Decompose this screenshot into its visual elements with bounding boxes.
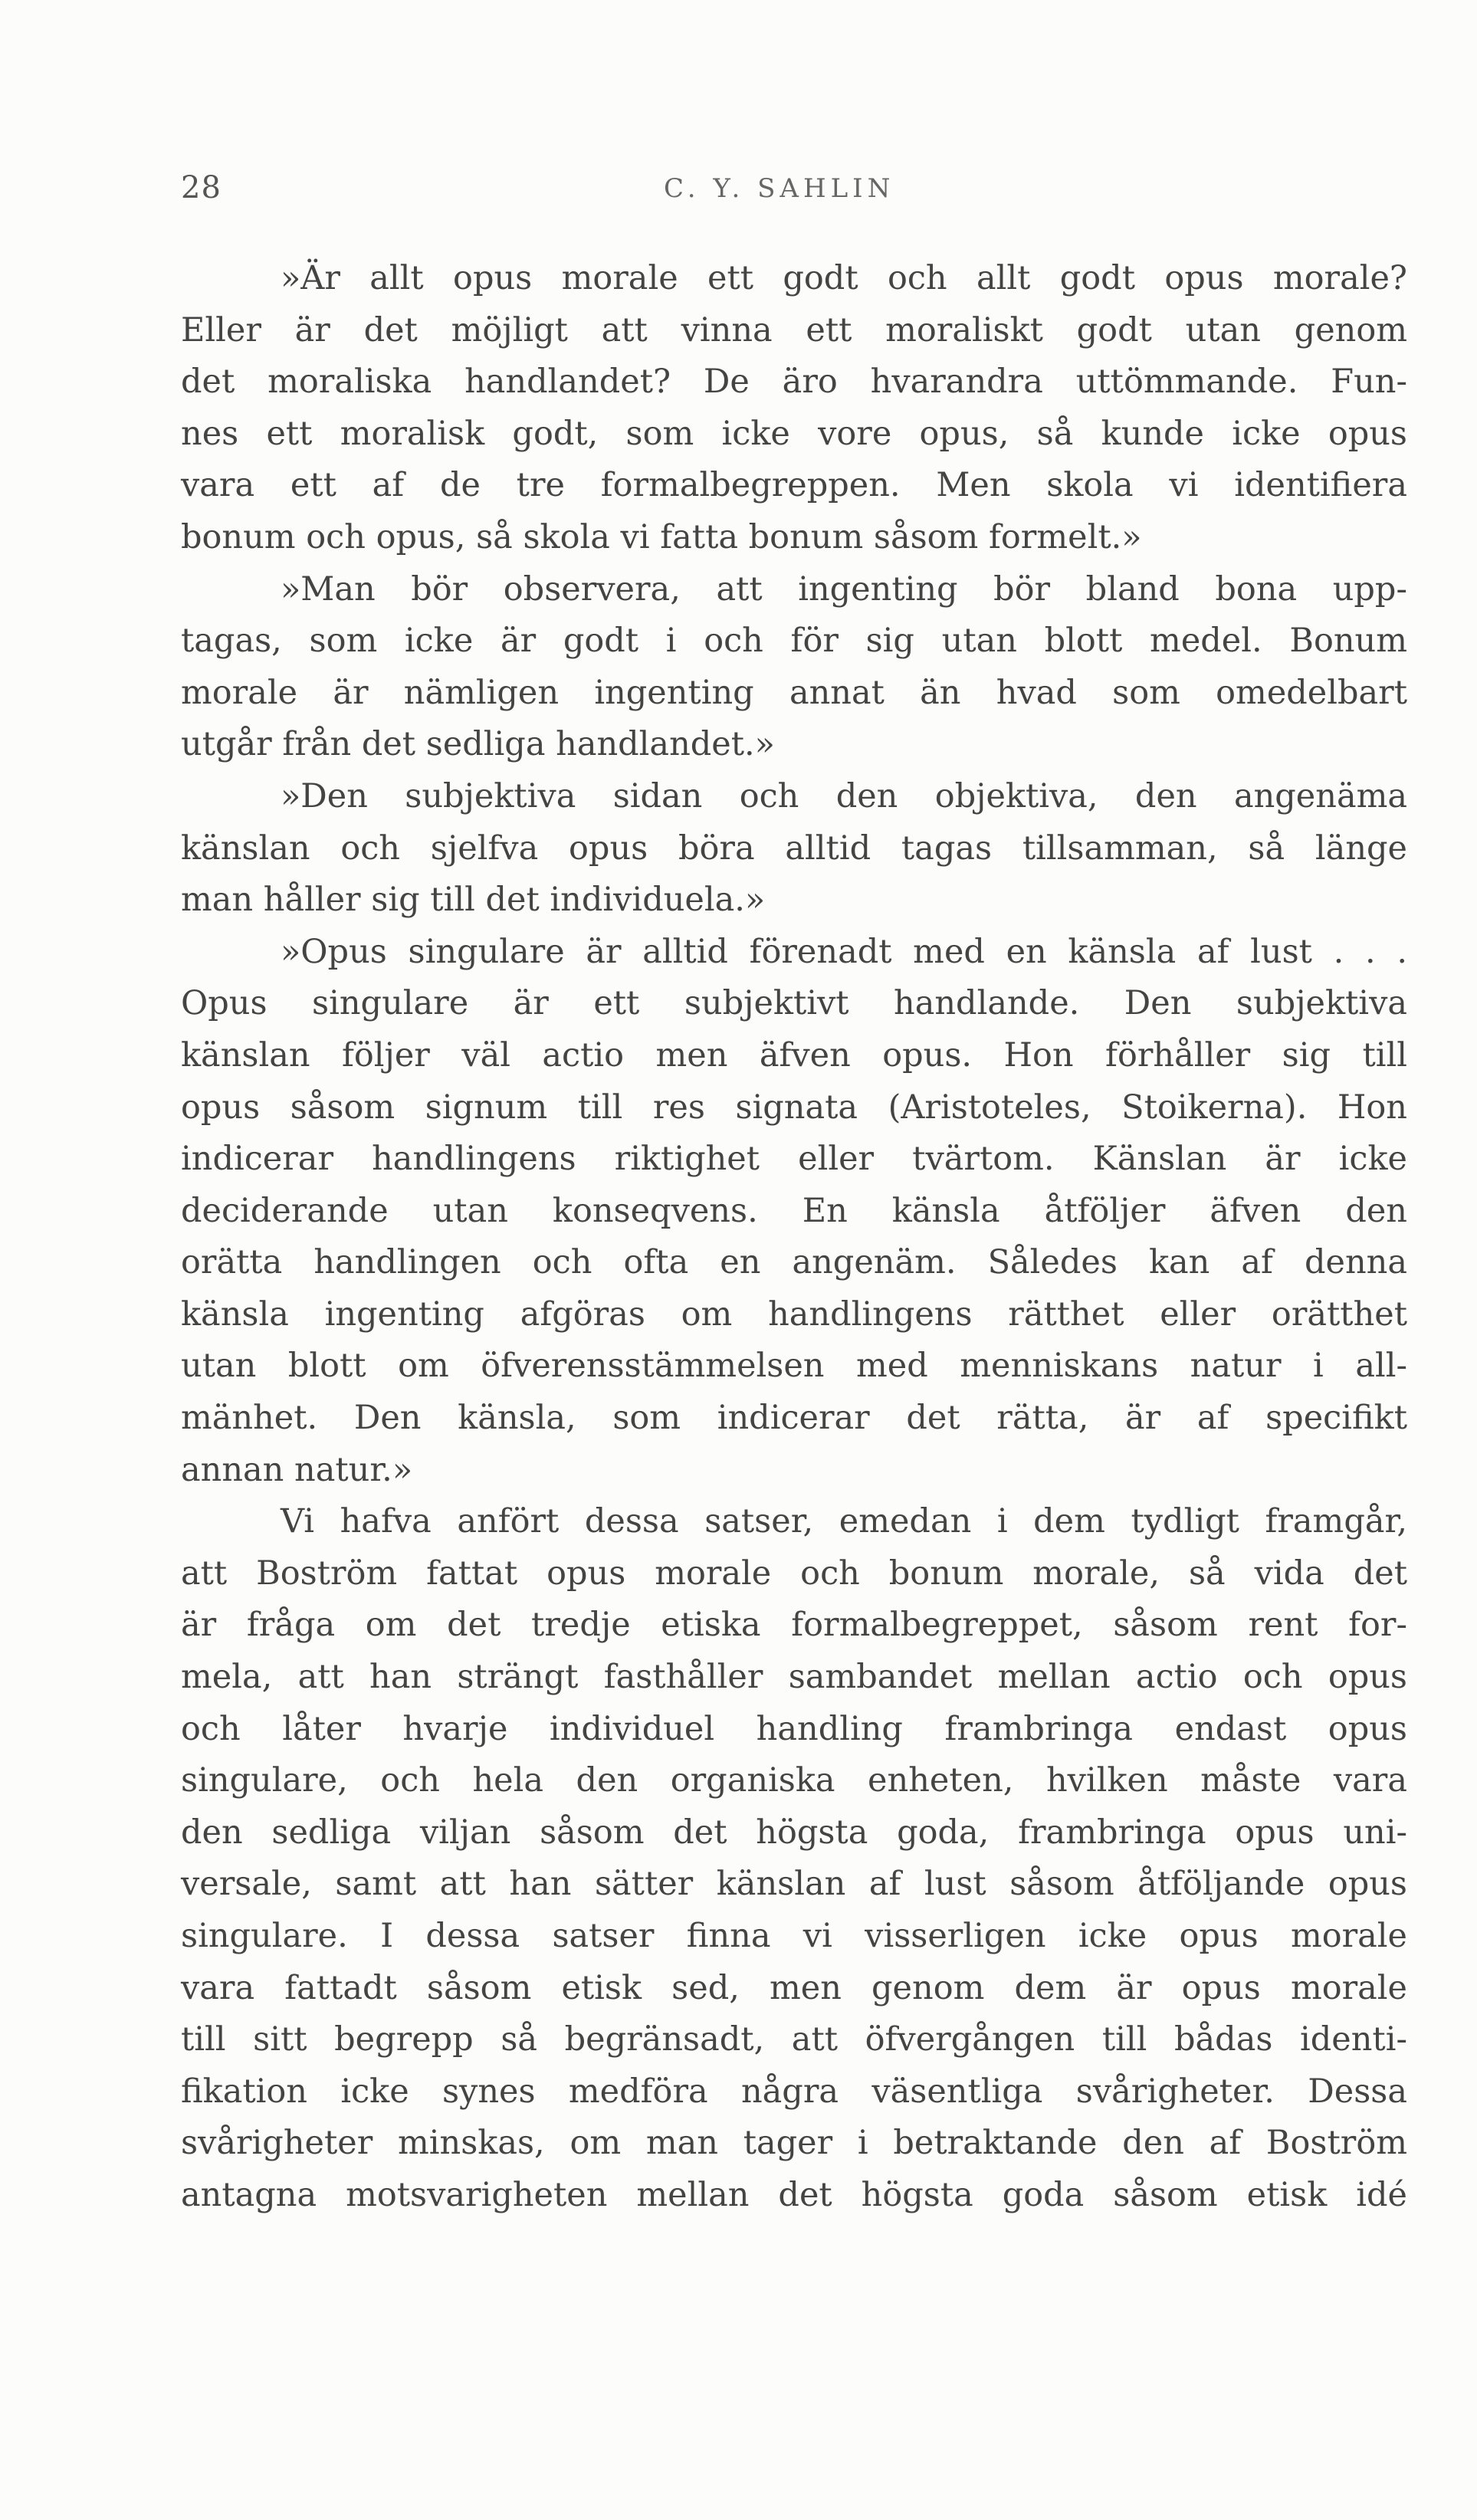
text-line: svårigheter minskas, om man tager i betraktande den af Boström (181, 2124, 1407, 2163)
text-line: fikation icke synes medföra några väsentliga svårigheter. Dessa (181, 2072, 1407, 2111)
text-line: opus såsom signum till res signata (Aristoteles, Stoikerna). Hon (181, 1088, 1407, 1127)
text-line: tagas, som icke är godt i och för sig utan blott medel. Bonum (181, 622, 1407, 661)
text-line: man håller sig till det individuela.» (181, 881, 766, 920)
text-line: »Den subjektiva sidan och den objektiva, den angenäma (281, 776, 1407, 815)
text-line: »Man bör observera, att ingenting bör bland bona upp- (281, 569, 1407, 609)
text-line: utan blott om öfverensstämmelsen med menniskans natur i all- (181, 1347, 1407, 1386)
text-line: vara fattadt såsom etisk sed, men genom dem är opus morale (181, 1968, 1407, 2007)
text-line: känsla ingenting afgöras om handlingens rätthet eller orätthet (181, 1294, 1407, 1334)
text-line: är fråga om det tredje etiska formalbegreppet, såsom rent for- (181, 1606, 1407, 1645)
text-line: mela, att han strängt fasthåller sambandet mellan actio och opus (181, 1658, 1407, 1697)
text-line: och låter hvarje individuel handling frambringa endast opus (181, 1709, 1407, 1748)
text-line: »Är allt opus morale ett godt och allt godt opus morale? (281, 259, 1407, 297)
text-line: Vi hafva anfört dessa satser, emedan i dem tydligt framgår, (281, 1502, 1407, 1541)
text-line: morale är nämligen ingenting annat än hvad som omedelbart (181, 673, 1407, 712)
page-number: 28 (181, 170, 222, 205)
running-head: C. Y. SAHLIN (664, 173, 895, 204)
text-line: känslan och sjelfva opus böra alltid tagas tillsamman, så länge (181, 829, 1407, 868)
text-line: nes ett moralisk godt, som icke vore opus, så kunde icke opus (181, 414, 1407, 453)
text-line: att Boström fattat opus morale och bonum morale, så vida det (181, 1554, 1407, 1593)
text-line: annan natur.» (181, 1450, 413, 1489)
page-header (181, 170, 1407, 216)
text-line: bonum och opus, så skola vi fatta bonum såsom formelt.» (181, 517, 1142, 556)
text-line: till sitt begrepp så begränsadt, att öfvergången till bådas identi- (181, 2020, 1407, 2059)
text-line: deciderande utan konseqvens. En känsla åtföljer äfven den (181, 1191, 1407, 1230)
text-line: singulare. I dessa satser finna vi visserligen icke opus morale (181, 1917, 1407, 1955)
text-line: utgår från det sedliga handlandet.» (181, 725, 775, 764)
text-line: antagna motsvarigheten mellan det högsta goda såsom etisk idé (181, 2175, 1407, 2214)
text-line: det moraliska handlandet? De äro hvarandra uttömmande. Fun- (181, 363, 1407, 402)
text-line: »Opus singulare är alltid förenadt med en känsla af lust . . . (281, 932, 1407, 971)
text-line: Eller är det möjligt att vinna ett moraliskt godt utan genom (181, 310, 1407, 349)
text-line: versale, samt att han sätter känslan af lust såsom åtföljande opus (181, 1865, 1407, 1904)
text-line: singulare, och hela den organiska enheten, hvilken måste vara (181, 1761, 1407, 1800)
text-line: Opus singulare är ett subjektivt handlande. Den subjektiva (181, 984, 1407, 1023)
text-line: den sedliga viljan såsom det högsta goda, frambringa opus uni- (181, 1813, 1407, 1852)
text-line: indicerar handlingens riktighet eller tvärtom. Känslan är icke (181, 1140, 1407, 1179)
text-line: mänhet. Den känsla, som indicerar det rätta, är af specifikt (181, 1399, 1407, 1438)
text-line: vara ett af de tre formalbegreppen. Men skola vi identifiera (181, 466, 1407, 505)
text-line: orätta handlingen och ofta en angenäm. Således kan af denna (181, 1243, 1407, 1282)
body-text (181, 253, 1407, 2222)
text-line: känslan följer väl actio men äfven opus. Hon förhåller sig till (181, 1035, 1407, 1075)
